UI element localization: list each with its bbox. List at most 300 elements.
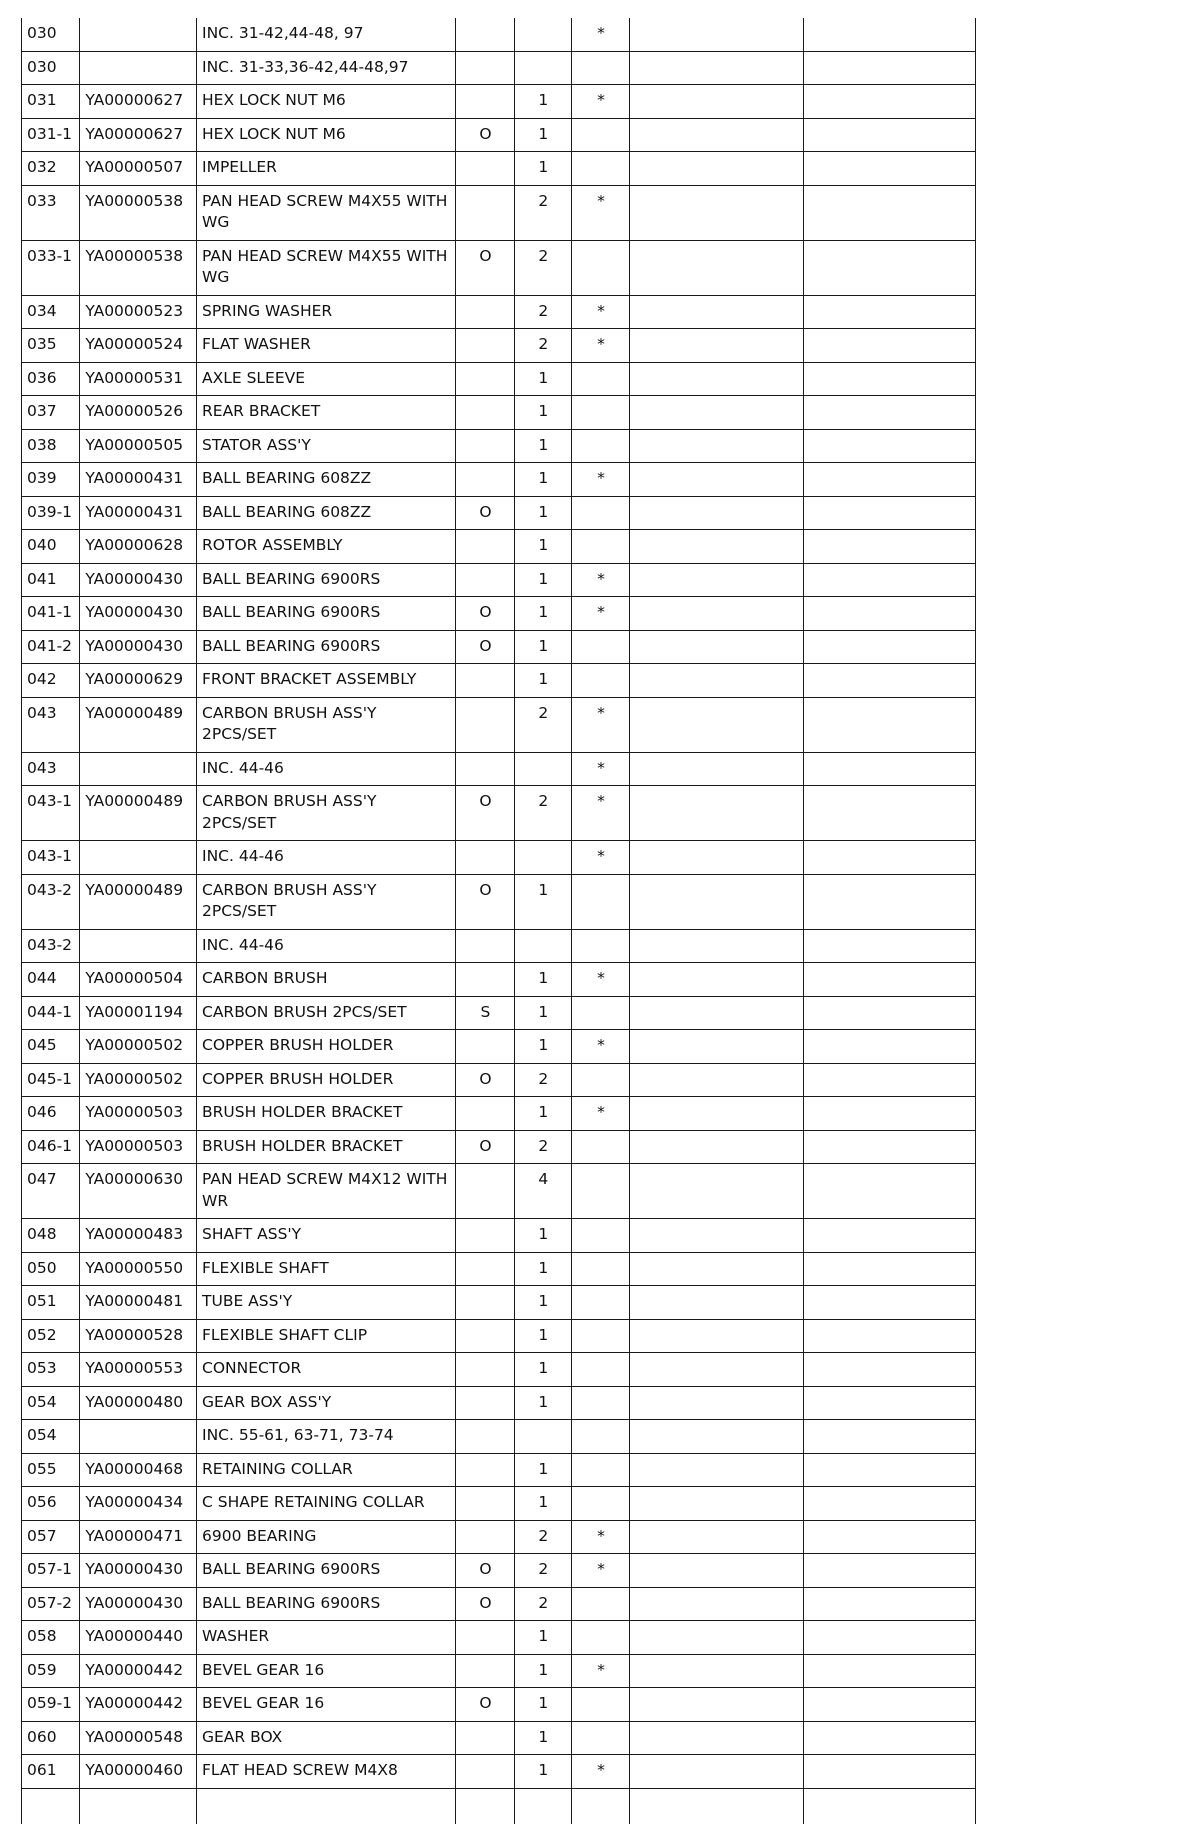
option-flag-cell [456, 152, 514, 186]
table-row [22, 597, 976, 631]
blank-cell [804, 240, 976, 295]
table-row [22, 51, 976, 85]
option-flag-cell: O [456, 1130, 514, 1164]
part-code-cell: YA00000489 [80, 786, 197, 841]
blank-cell [630, 396, 804, 430]
blank-cell [804, 841, 976, 875]
description-cell: BALL BEARING 608ZZ [197, 496, 456, 530]
blank-cell [630, 530, 804, 564]
table-row [22, 1097, 976, 1131]
part-number-cell: 040 [22, 530, 80, 564]
description-cell: CARBON BRUSH ASS'Y 2PCS/SET [197, 874, 456, 929]
blank-cell [804, 18, 976, 51]
blank-cell [804, 1164, 976, 1219]
description-cell: BRUSH HOLDER BRACKET [197, 1130, 456, 1164]
option-flag-cell [456, 85, 514, 119]
table-row [22, 1386, 976, 1420]
blank-cell [804, 396, 976, 430]
table-row [22, 18, 976, 51]
part-number-cell: 046-1 [22, 1130, 80, 1164]
description-cell: BALL BEARING 608ZZ [197, 463, 456, 497]
table-row [22, 752, 976, 786]
blank-cell [804, 362, 976, 396]
part-number-cell: 044-1 [22, 996, 80, 1030]
blank-cell [804, 1654, 976, 1688]
key-part-mark-cell [571, 630, 629, 664]
description-cell: TUBE ASS'Y [197, 1286, 456, 1320]
key-part-mark-cell [571, 1487, 629, 1521]
blank-cell [630, 1654, 804, 1688]
description-cell: BALL BEARING 6900RS [197, 563, 456, 597]
part-code-cell: YA00000502 [80, 1063, 197, 1097]
blank-cell [804, 1487, 976, 1521]
parts-list-page [21, 18, 976, 1824]
blank-cell [22, 1788, 80, 1824]
option-flag-cell: O [456, 874, 514, 929]
part-number-cell: 039-1 [22, 496, 80, 530]
description-cell: SHAFT ASS'Y [197, 1219, 456, 1253]
option-flag-cell [456, 1487, 514, 1521]
quantity-cell: 1 [514, 85, 571, 119]
quantity-cell: 1 [514, 1654, 571, 1688]
part-code-cell: YA00000523 [80, 295, 197, 329]
part-code-cell: YA00000440 [80, 1621, 197, 1655]
description-cell: RETAINING COLLAR [197, 1453, 456, 1487]
blank-cell [804, 1587, 976, 1621]
quantity-cell [514, 1420, 571, 1454]
description-cell: PAN HEAD SCREW M4X55 WITH WG [197, 240, 456, 295]
option-flag-cell [456, 51, 514, 85]
part-number-cell: 035 [22, 329, 80, 363]
part-code-cell: YA00000483 [80, 1219, 197, 1253]
description-cell: SPRING WASHER [197, 295, 456, 329]
key-part-mark-cell [571, 1219, 629, 1253]
description-cell: BEVEL GEAR 16 [197, 1654, 456, 1688]
blank-cell [804, 1520, 976, 1554]
option-flag-cell [456, 362, 514, 396]
part-number-cell: 059 [22, 1654, 80, 1688]
quantity-cell: 1 [514, 118, 571, 152]
blank-cell [630, 1130, 804, 1164]
part-code-cell: YA00000442 [80, 1654, 197, 1688]
blank-cell [804, 496, 976, 530]
blank-cell [630, 963, 804, 997]
blank-cell [630, 929, 804, 963]
table-row [22, 1520, 976, 1554]
part-code-cell: YA00000489 [80, 697, 197, 752]
description-cell: BALL BEARING 6900RS [197, 1587, 456, 1621]
part-code-cell: YA00000503 [80, 1097, 197, 1131]
option-flag-cell: O [456, 240, 514, 295]
key-part-mark-cell [571, 874, 629, 929]
part-code-cell: YA00000442 [80, 1688, 197, 1722]
quantity-cell: 1 [514, 1453, 571, 1487]
description-cell: INC. 55-61, 63-71, 73-74 [197, 1420, 456, 1454]
quantity-cell: 2 [514, 329, 571, 363]
option-flag-cell [456, 1420, 514, 1454]
part-number-cell: 043-1 [22, 841, 80, 875]
blank-cell [630, 1386, 804, 1420]
part-number-cell: 036 [22, 362, 80, 396]
key-part-mark-cell [571, 1286, 629, 1320]
quantity-cell [514, 929, 571, 963]
key-part-mark-cell: * [571, 1554, 629, 1588]
part-code-cell: YA00000434 [80, 1487, 197, 1521]
parts-table-body [22, 18, 976, 1824]
quantity-cell: 1 [514, 963, 571, 997]
part-number-cell: 045 [22, 1030, 80, 1064]
option-flag-cell: O [456, 630, 514, 664]
table-row [22, 1219, 976, 1253]
blank-cell [630, 185, 804, 240]
part-code-cell: YA00000507 [80, 152, 197, 186]
table-row [22, 1453, 976, 1487]
table-row [22, 841, 976, 875]
option-flag-cell [456, 18, 514, 51]
blank-cell [804, 1219, 976, 1253]
description-cell: CARBON BRUSH ASS'Y 2PCS/SET [197, 786, 456, 841]
blank-cell [804, 1030, 976, 1064]
option-flag-cell [456, 1319, 514, 1353]
part-number-cell: 057-2 [22, 1587, 80, 1621]
description-cell: HEX LOCK NUT M6 [197, 85, 456, 119]
key-part-mark-cell [571, 118, 629, 152]
key-part-mark-cell: * [571, 329, 629, 363]
key-part-mark-cell: * [571, 841, 629, 875]
description-cell: INC. 44-46 [197, 929, 456, 963]
part-number-cell: 043-1 [22, 786, 80, 841]
table-row [22, 1130, 976, 1164]
option-flag-cell: O [456, 1554, 514, 1588]
quantity-cell: 2 [514, 1520, 571, 1554]
description-cell: FLAT WASHER [197, 329, 456, 363]
description-cell: FLAT HEAD SCREW M4X8 [197, 1755, 456, 1789]
blank-cell [804, 1386, 976, 1420]
option-flag-cell [456, 396, 514, 430]
part-code-cell: YA00000538 [80, 185, 197, 240]
option-flag-cell: O [456, 597, 514, 631]
quantity-cell: 1 [514, 1353, 571, 1387]
blank-cell [630, 786, 804, 841]
blank-cell [804, 1286, 976, 1320]
table-row [22, 496, 976, 530]
table-row [22, 463, 976, 497]
key-part-mark-cell [571, 1453, 629, 1487]
part-code-cell: YA00000550 [80, 1252, 197, 1286]
part-number-cell: 046 [22, 1097, 80, 1131]
key-part-mark-cell [571, 1130, 629, 1164]
blank-cell [804, 530, 976, 564]
quantity-cell: 1 [514, 563, 571, 597]
part-number-cell: 043-2 [22, 929, 80, 963]
table-row [22, 1164, 976, 1219]
blank-cell [630, 1621, 804, 1655]
description-cell: FRONT BRACKET ASSEMBLY [197, 664, 456, 698]
blank-cell [630, 1554, 804, 1588]
key-part-mark-cell: * [571, 597, 629, 631]
part-number-cell: 051 [22, 1286, 80, 1320]
key-part-mark-cell: * [571, 963, 629, 997]
blank-cell [630, 1520, 804, 1554]
part-code-cell: YA00000503 [80, 1130, 197, 1164]
blank-cell [804, 1130, 976, 1164]
part-code-cell: YA00000502 [80, 1030, 197, 1064]
blank-cell [630, 152, 804, 186]
part-number-cell: 034 [22, 295, 80, 329]
description-cell: 6900 BEARING [197, 1520, 456, 1554]
part-number-cell: 041-1 [22, 597, 80, 631]
option-flag-cell [456, 929, 514, 963]
table-row [22, 1587, 976, 1621]
option-flag-cell [456, 697, 514, 752]
table-row [22, 1721, 976, 1755]
option-flag-cell: O [456, 786, 514, 841]
blank-cell [804, 85, 976, 119]
option-flag-cell [456, 329, 514, 363]
table-row [22, 185, 976, 240]
quantity-cell: 1 [514, 1621, 571, 1655]
part-code-cell: YA00000629 [80, 664, 197, 698]
table-row [22, 664, 976, 698]
blank-cell [630, 1721, 804, 1755]
part-code-cell [80, 752, 197, 786]
part-code-cell [80, 51, 197, 85]
quantity-cell: 1 [514, 152, 571, 186]
option-flag-cell [456, 1030, 514, 1064]
quantity-cell: 1 [514, 396, 571, 430]
part-code-cell [80, 929, 197, 963]
description-cell: CONNECTOR [197, 1353, 456, 1387]
blank-cell [804, 1554, 976, 1588]
part-number-cell: 031 [22, 85, 80, 119]
description-cell: BRUSH HOLDER BRACKET [197, 1097, 456, 1131]
part-number-cell: 042 [22, 664, 80, 698]
table-row [22, 786, 976, 841]
part-number-cell: 057 [22, 1520, 80, 1554]
option-flag-cell [456, 429, 514, 463]
part-code-cell: YA00000468 [80, 1453, 197, 1487]
table-row [22, 1654, 976, 1688]
part-code-cell: YA00000628 [80, 530, 197, 564]
table-row [22, 396, 976, 430]
key-part-mark-cell: * [571, 786, 629, 841]
key-part-mark-cell: * [571, 563, 629, 597]
description-cell: INC. 31-42,44-48, 97 [197, 18, 456, 51]
key-part-mark-cell [571, 996, 629, 1030]
blank-cell [804, 563, 976, 597]
table-row [22, 996, 976, 1030]
part-number-cell: 060 [22, 1721, 80, 1755]
part-code-cell: YA00000480 [80, 1386, 197, 1420]
blank-cell [804, 152, 976, 186]
description-cell: PAN HEAD SCREW M4X12 WITH WR [197, 1164, 456, 1219]
key-part-mark-cell: * [571, 295, 629, 329]
blank-cell [630, 1219, 804, 1253]
quantity-cell: 1 [514, 1319, 571, 1353]
blank-cell [514, 1788, 571, 1824]
option-flag-cell: O [456, 1688, 514, 1722]
option-flag-cell [456, 1164, 514, 1219]
option-flag-cell [456, 1097, 514, 1131]
key-part-mark-cell [571, 429, 629, 463]
quantity-cell: 4 [514, 1164, 571, 1219]
blank-cell [630, 1587, 804, 1621]
part-code-cell: YA00000431 [80, 496, 197, 530]
blank-cell [630, 85, 804, 119]
quantity-cell: 1 [514, 1755, 571, 1789]
description-cell: ROTOR ASSEMBLY [197, 530, 456, 564]
blank-cell [804, 463, 976, 497]
blank-cell [804, 1453, 976, 1487]
part-code-cell: YA00000538 [80, 240, 197, 295]
blank-cell [804, 1755, 976, 1789]
description-cell: FLEXIBLE SHAFT [197, 1252, 456, 1286]
table-row [22, 630, 976, 664]
blank-cell [804, 786, 976, 841]
blank-cell [630, 597, 804, 631]
part-number-cell: 054 [22, 1420, 80, 1454]
blank-cell [630, 18, 804, 51]
quantity-cell [514, 18, 571, 51]
key-part-mark-cell: * [571, 1520, 629, 1554]
blank-cell [804, 963, 976, 997]
quantity-cell: 1 [514, 1386, 571, 1420]
part-number-cell: 044 [22, 963, 80, 997]
blank-cell [804, 597, 976, 631]
option-flag-cell [456, 1755, 514, 1789]
part-number-cell: 033-1 [22, 240, 80, 295]
blank-cell [804, 752, 976, 786]
key-part-mark-cell [571, 1621, 629, 1655]
key-part-mark-cell [571, 496, 629, 530]
part-number-cell: 031-1 [22, 118, 80, 152]
quantity-cell: 1 [514, 496, 571, 530]
part-code-cell: YA00000431 [80, 463, 197, 497]
part-number-cell: 052 [22, 1319, 80, 1353]
option-flag-cell [456, 1520, 514, 1554]
blank-cell [630, 1063, 804, 1097]
part-code-cell: YA00000627 [80, 85, 197, 119]
part-code-cell: YA00000528 [80, 1319, 197, 1353]
part-code-cell [80, 841, 197, 875]
table-row [22, 874, 976, 929]
option-flag-cell: S [456, 996, 514, 1030]
quantity-cell: 1 [514, 362, 571, 396]
quantity-cell: 1 [514, 1688, 571, 1722]
quantity-cell: 2 [514, 786, 571, 841]
quantity-cell [514, 51, 571, 85]
quantity-cell: 1 [514, 1487, 571, 1521]
blank-cell [630, 1420, 804, 1454]
blank-cell [804, 1097, 976, 1131]
blank-cell [630, 874, 804, 929]
option-flag-cell [456, 463, 514, 497]
description-cell: COPPER BRUSH HOLDER [197, 1063, 456, 1097]
key-part-mark-cell [571, 1319, 629, 1353]
table-row [22, 240, 976, 295]
table-row [22, 362, 976, 396]
part-code-cell: YA00000531 [80, 362, 197, 396]
part-number-cell: 043 [22, 697, 80, 752]
part-code-cell: YA00000430 [80, 597, 197, 631]
option-flag-cell [456, 530, 514, 564]
part-number-cell: 043 [22, 752, 80, 786]
table-row [22, 697, 976, 752]
part-code-cell: YA00000430 [80, 1554, 197, 1588]
part-code-cell: YA00000430 [80, 1587, 197, 1621]
part-code-cell: YA00000524 [80, 329, 197, 363]
quantity-cell [514, 841, 571, 875]
blank-cell [630, 1788, 804, 1824]
part-code-cell: YA00001194 [80, 996, 197, 1030]
key-part-mark-cell [571, 152, 629, 186]
blank-cell [804, 1420, 976, 1454]
option-flag-cell [456, 1219, 514, 1253]
part-number-cell: 050 [22, 1252, 80, 1286]
blank-cell [630, 240, 804, 295]
part-number-cell: 054 [22, 1386, 80, 1420]
quantity-cell: 1 [514, 874, 571, 929]
description-cell: BALL BEARING 6900RS [197, 597, 456, 631]
option-flag-cell [456, 752, 514, 786]
blank-cell [804, 51, 976, 85]
part-number-cell: 039 [22, 463, 80, 497]
blank-cell [804, 118, 976, 152]
table-row [22, 118, 976, 152]
part-number-cell: 057-1 [22, 1554, 80, 1588]
option-flag-cell [456, 1386, 514, 1420]
table-row [22, 295, 976, 329]
part-number-cell: 041 [22, 563, 80, 597]
table-row [22, 1487, 976, 1521]
quantity-cell [514, 752, 571, 786]
key-part-mark-cell [571, 1386, 629, 1420]
option-flag-cell [456, 1252, 514, 1286]
blank-cell [804, 1721, 976, 1755]
blank-cell [630, 1319, 804, 1353]
key-part-mark-cell: * [571, 697, 629, 752]
description-cell: BALL BEARING 6900RS [197, 1554, 456, 1588]
table-row [22, 563, 976, 597]
description-cell: AXLE SLEEVE [197, 362, 456, 396]
description-cell: BALL BEARING 6900RS [197, 630, 456, 664]
blank-cell [804, 697, 976, 752]
quantity-cell: 1 [514, 664, 571, 698]
key-part-mark-cell [571, 1587, 629, 1621]
key-part-mark-cell [571, 240, 629, 295]
table-row [22, 152, 976, 186]
table-row [22, 329, 976, 363]
blank-cell [630, 1097, 804, 1131]
table-row [22, 1353, 976, 1387]
key-part-mark-cell [571, 1252, 629, 1286]
option-flag-cell [456, 1721, 514, 1755]
part-number-cell: 056 [22, 1487, 80, 1521]
part-number-cell: 061 [22, 1755, 80, 1789]
description-cell: FLEXIBLE SHAFT CLIP [197, 1319, 456, 1353]
part-number-cell: 043-2 [22, 874, 80, 929]
quantity-cell: 1 [514, 630, 571, 664]
option-flag-cell [456, 1654, 514, 1688]
blank-cell [630, 1286, 804, 1320]
key-part-mark-cell [571, 929, 629, 963]
quantity-cell: 1 [514, 429, 571, 463]
blank-cell [804, 1319, 976, 1353]
quantity-cell: 1 [514, 597, 571, 631]
blank-cell [630, 362, 804, 396]
key-part-mark-cell [571, 1721, 629, 1755]
option-flag-cell [456, 563, 514, 597]
